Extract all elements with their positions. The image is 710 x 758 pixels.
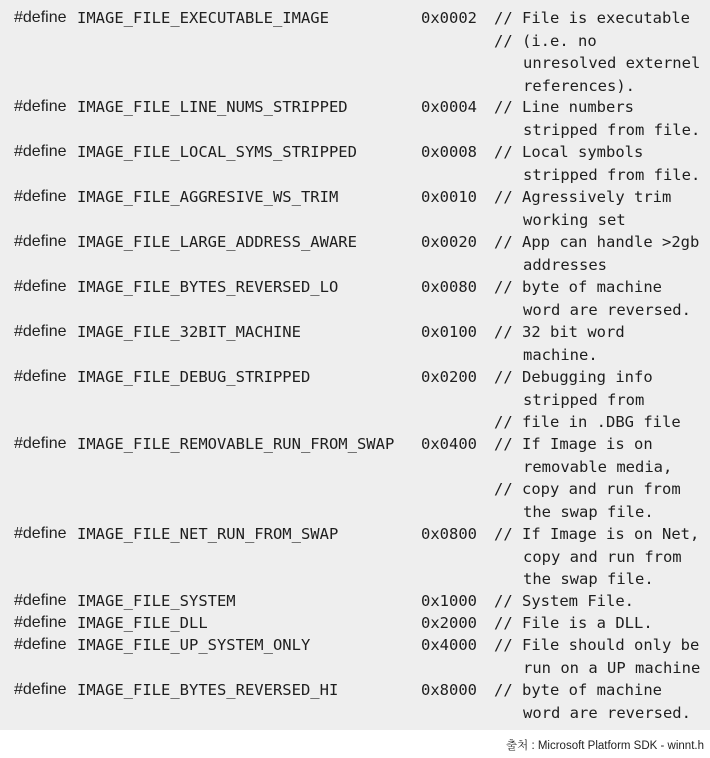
macro-value: 0x4000	[421, 636, 477, 654]
macro-value: 0x0100	[421, 323, 477, 341]
comment-text: File is a DLL.	[522, 614, 653, 632]
define-keyword: #define	[14, 233, 67, 250]
macro-name: IMAGE_FILE_REMOVABLE_RUN_FROM_SWAP	[77, 435, 395, 453]
comment-text: file in .DBG file	[522, 413, 681, 431]
comment-line	[494, 590, 704, 613]
comment-block	[494, 321, 704, 366]
macro-value: 0x0004	[421, 98, 477, 116]
define-keyword: #define	[14, 636, 67, 653]
comment-text: the swap file.	[523, 570, 654, 588]
macro-value: 0x0080	[421, 278, 477, 296]
comment-text: working set	[523, 210, 626, 229]
comment-line	[494, 634, 704, 657]
macro-name: IMAGE_FILE_DLL	[77, 614, 208, 632]
comment-text: stripped from file.	[523, 120, 701, 139]
comment-marker: //	[494, 681, 513, 699]
comment-text: word are reversed.	[523, 300, 691, 319]
macro-value: 0x0020	[421, 233, 477, 251]
comment-block	[494, 7, 704, 97]
comment-marker: //	[494, 525, 513, 543]
comment-block	[494, 590, 704, 613]
source-caption: 출처 : Microsoft Platform SDK - winnt.h	[506, 740, 704, 752]
comment-text: machine.	[523, 345, 598, 364]
comment-line	[494, 523, 704, 546]
comment-text: the swap file.	[523, 502, 654, 521]
comment-text: unresolved externel	[523, 54, 701, 72]
comment-line	[494, 96, 704, 119]
define-keyword: #define	[14, 368, 67, 385]
comment-line	[494, 433, 704, 456]
comment-block	[494, 523, 704, 591]
comment-marker: //	[494, 233, 513, 251]
comment-text: Local symbols	[522, 143, 644, 161]
comment-line	[494, 186, 704, 209]
define-keyword: #define	[14, 614, 67, 631]
macro-name: IMAGE_FILE_BYTES_REVERSED_LO	[77, 278, 339, 296]
macro-name: IMAGE_FILE_EXECUTABLE_IMAGE	[77, 9, 329, 27]
macro-name: IMAGE_FILE_NET_RUN_FROM_SWAP	[77, 525, 339, 543]
define-keyword: #define	[14, 143, 67, 160]
macro-name: IMAGE_FILE_LINE_NUMS_STRIPPED	[77, 98, 348, 116]
comment-block	[494, 679, 704, 724]
comment-line	[494, 478, 704, 501]
comment-line	[494, 389, 704, 412]
comment-block	[494, 96, 704, 141]
comment-block	[494, 186, 704, 231]
comment-marker: //	[494, 9, 513, 27]
comment-marker: //	[494, 413, 513, 431]
comment-text: File should only be	[522, 636, 700, 654]
macro-name: IMAGE_FILE_DEBUG_STRIPPED	[77, 368, 311, 386]
macro-value: 0x0008	[421, 143, 477, 161]
comment-line	[494, 321, 704, 344]
comment-text: removable media,	[523, 457, 673, 476]
comment-line	[494, 7, 704, 30]
macro-name: IMAGE_FILE_LARGE_ADDRESS_AWARE	[77, 233, 357, 251]
comment-line	[494, 231, 704, 254]
comment-line	[494, 344, 704, 367]
comment-text: 32 bit word	[522, 323, 625, 341]
comment-line	[494, 612, 704, 635]
comment-line	[494, 366, 704, 389]
macro-name: IMAGE_FILE_SYSTEM	[77, 592, 236, 610]
comment-line	[494, 299, 704, 322]
define-keyword: #define	[14, 525, 67, 542]
macro-name: IMAGE_FILE_UP_SYSTEM_ONLY	[77, 636, 311, 654]
define-keyword: #define	[14, 592, 67, 609]
macro-value: 0x0200	[421, 368, 477, 386]
comment-text: Line numbers	[522, 98, 634, 116]
comment-marker: //	[494, 31, 513, 50]
comment-marker: //	[494, 592, 513, 610]
comment-marker: //	[494, 480, 513, 498]
comment-text: byte of machine	[522, 681, 662, 699]
comment-marker: //	[494, 98, 513, 116]
macro-name: IMAGE_FILE_AGGRESIVE_WS_TRIM	[77, 188, 339, 206]
comment-text: App can handle >2gb	[522, 233, 700, 251]
comment-text: byte of machine	[522, 278, 662, 296]
comment-marker: //	[494, 636, 513, 654]
comment-line	[494, 119, 704, 142]
macro-value: 0x0010	[421, 188, 477, 206]
comment-text: System File.	[522, 592, 634, 610]
define-keyword: #define	[14, 98, 67, 115]
comment-text: copy and run from	[523, 547, 682, 566]
comment-block	[494, 276, 704, 321]
comment-text: word are reversed.	[523, 703, 691, 722]
comment-marker: //	[494, 614, 513, 632]
comment-text: references).	[523, 76, 635, 95]
comment-line	[494, 276, 704, 299]
comment-marker: //	[494, 368, 513, 386]
define-keyword: #define	[14, 278, 67, 295]
define-keyword: #define	[14, 9, 67, 26]
comment-line	[494, 75, 704, 98]
comment-text: Debugging info	[522, 368, 653, 386]
macro-value: 0x2000	[421, 614, 477, 632]
comment-line	[494, 30, 704, 53]
comment-line	[494, 568, 704, 591]
comment-text: If Image is on	[522, 435, 653, 453]
comment-line	[494, 679, 704, 702]
comment-line	[494, 501, 704, 524]
comment-text: copy and run from	[522, 480, 681, 498]
comment-line	[494, 209, 704, 232]
define-keyword: #define	[14, 323, 67, 340]
comment-text: Agressively trim	[522, 188, 672, 206]
comment-text: addresses	[523, 255, 607, 274]
macro-value: 0x0800	[421, 525, 477, 543]
comment-line	[494, 411, 704, 434]
comment-block	[494, 634, 704, 679]
comment-marker: //	[494, 278, 513, 296]
comment-marker: //	[494, 188, 513, 206]
comment-line	[494, 164, 704, 187]
macro-value: 0x0002	[421, 9, 477, 27]
comment-block	[494, 433, 704, 523]
macro-name: IMAGE_FILE_LOCAL_SYMS_STRIPPED	[77, 143, 357, 161]
comment-text: stripped from file.	[523, 165, 701, 184]
comment-marker: //	[494, 143, 513, 161]
macro-name: IMAGE_FILE_BYTES_REVERSED_HI	[77, 681, 339, 699]
macro-value: 0x8000	[421, 681, 477, 699]
comment-line	[494, 52, 704, 75]
comment-line	[494, 702, 704, 725]
comment-text: stripped from	[523, 390, 645, 409]
define-keyword: #define	[14, 435, 67, 452]
comment-line	[494, 141, 704, 164]
comment-line	[494, 254, 704, 277]
comment-marker: //	[494, 323, 513, 341]
macro-value: 0x1000	[421, 592, 477, 610]
macro-value: 0x0400	[421, 435, 477, 453]
define-keyword: #define	[14, 188, 67, 205]
comment-block	[494, 612, 704, 635]
comment-line	[494, 657, 704, 680]
comment-text: If Image is on Net,	[522, 525, 700, 543]
comment-block	[494, 141, 704, 186]
comment-line	[494, 456, 704, 479]
comment-block	[494, 231, 704, 276]
comment-line	[494, 546, 704, 569]
comment-marker: //	[494, 435, 513, 453]
comment-text: (i.e. no	[522, 31, 597, 50]
comment-text: File is executable	[522, 9, 690, 27]
comment-text: run on a UP machine	[523, 658, 701, 677]
macro-name: IMAGE_FILE_32BIT_MACHINE	[77, 323, 301, 341]
define-keyword: #define	[14, 681, 67, 698]
comment-block	[494, 366, 704, 434]
